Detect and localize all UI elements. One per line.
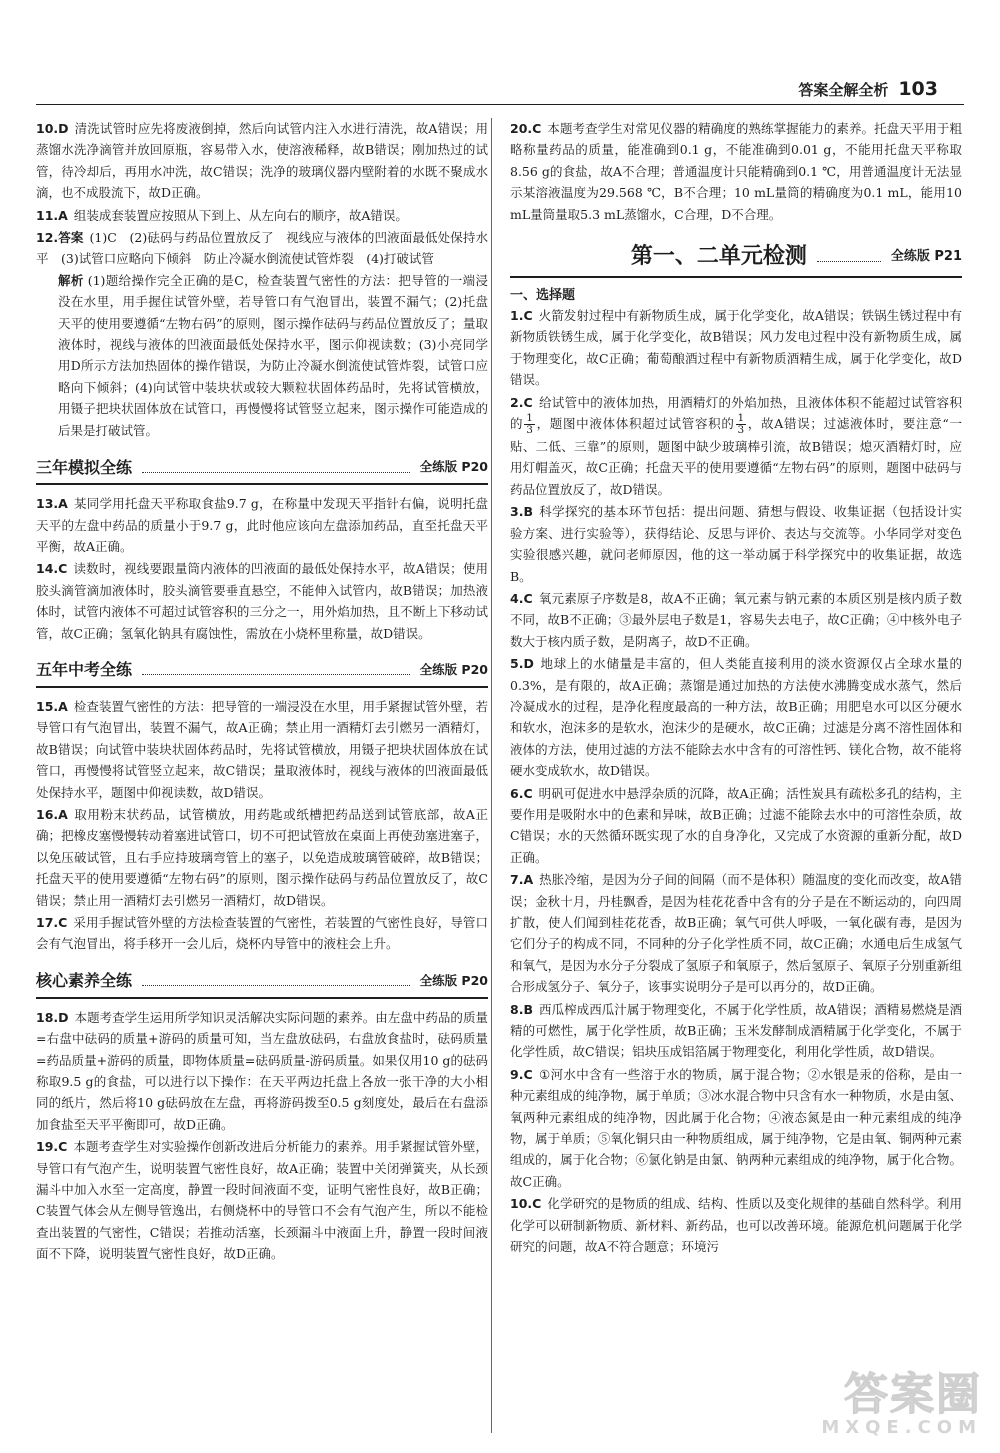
answer-text: 本题考查学生对实验操作创新改进后分析能力的素养。用手紧握试管外壁，导管口有气泡产生，说明装置气密性良好，故A正确；装置中关闭弹簧夹，从长颈漏斗中加入水至一定高度，静置一段时间液面不变，证明气密性良好，故B正确；C装置气体会从左侧导管逸出，右侧烧杯中的导管口不会有气泡产生，所以不能检查出装置的气密性，C错误；若推动活塞，长颈漏斗中液面上升，静置一段时间液面不下降，说明装置气密性良好，故D正确。 (36, 1139, 488, 1262)
watermark-url: MXQE.COM (821, 1416, 982, 1438)
answer-text: 给试管中的液体加热，用酒精灯的外焰加热，且液体体积不能超过试管容积的 (510, 394, 962, 432)
header-rule (36, 104, 964, 105)
answer-label: 7.A (510, 872, 534, 888)
answer-label: 9.C (510, 1066, 533, 1082)
answer-text: ①河水中含有一些溶于水的物质，属于混合物；②水银是汞的俗称，是由一种元素组成的纯净物，属于单质；③冰水混合物中只含有水一种物质，水是由氢、氧两种元素组成的纯净物，因此属于化合物；④液态氮是由一种元素组成的纯净物，属于单质；⑤氧化铜只由一种物质组成，属于纯净物，它是由氧、铜两种元素组成的，属于化合物；⑥氯化钠是由氯、钠两种元素组成的纯净物，属于化合物。故C正确。 (510, 1066, 962, 1189)
unit-test-header (510, 239, 962, 278)
answer-label: 16.A (36, 806, 68, 822)
answer-label: 12.答案 (36, 230, 84, 246)
dotted-leader (142, 662, 410, 675)
answer-label: 14.C (36, 561, 68, 577)
answer-entry-12 (36, 227, 488, 441)
answer-label: 19.C (36, 1139, 68, 1155)
header-title: 答案全解全析 (798, 81, 889, 99)
analysis-block (36, 270, 488, 441)
answer-entry (36, 696, 488, 803)
answer-entry (36, 493, 488, 557)
section-page-ref: 全练版 P20 (419, 459, 488, 475)
answer-text: 组装成套装置应按照从下到上、从左向右的顺序，故A错误。 (73, 207, 408, 223)
answer-label: 18.D (36, 1009, 69, 1025)
unit-page-ref: 全练版 P21 (890, 249, 962, 265)
answer-entry (510, 1193, 962, 1257)
answer-text: 地球上的水储量是丰富的，但人类能直接利用的淡水资源仅占全球水量的0.3%，是有限的，故A正确；蒸馏是通过加热的方法使水沸腾变成水蒸气，然后冷凝成水的过程，是净化程度最高的一种方法，故B正确；用肥皂水可以区分硬水和软水，泡沫多的是软水，泡沫少的是硬水，故C正确；过滤是分离不溶性固体和液体的方法，使用过滤的方法不能除去水中含有的可溶性钙、镁化合物，故不能将硬水变成软水，故D错误。 (510, 656, 962, 779)
answer-text: 检查装置气密性的方法：把导管的一端浸没在水里，用手紧握试管外壁，若导管口有气泡冒出，装置不漏气，故A正确；禁止用一酒精灯去引燃另一酒精灯，故B错误；向试管中装块状固体药品时，先将试管横放，用镊子把块状固体放在试管口，再慢慢将试管竖立起来，故C错误；量取液体时，视线与液体的凹液面最低处保持水平，题图中仰视读数，故D错误。 (36, 698, 488, 800)
answer-text: 清洗试管时应先将废液倒掉，然后向试管内注入水进行清洗，故A错误；用蒸馏水洗净滴管并放回原瓶，容易带入水，使溶液稀释，故B错误；刚加热过的试管，待冷却后，再用水冲洗，故C错误；洗净的玻璃仪器内壁附着的水既不聚成水滴，也不成股流下，故D正确。 (36, 121, 488, 201)
answer-label: 2.C (510, 394, 533, 410)
answer-entry (36, 804, 488, 911)
section-page-ref: 全练版 P20 (419, 661, 488, 677)
fraction-one-third (524, 413, 535, 436)
answer-text: 某同学用托盘天平称取食盐9.7 g，在称量中发现天平指针右偏，说明托盘天平的左盘中药品的质量小于9.7 g，此时他应该向左盘添加药品，直至托盘天平平衡，故A正确。 (36, 496, 488, 554)
analysis-label: 解析 (58, 272, 84, 288)
fraction-denominator: 3 (526, 424, 533, 437)
section-header-five-year (36, 656, 488, 688)
answer-text: 本题考查学生运用所学知识灵活解决实际问题的素养。由左盘中药品的质量=右盘中砝码的质量+游码的质量可知，当左盘放砝码，右盘放食盐时，砝码质量=药品质量+游码的质量，即物体质量=砝码质量-游码质量。如果仅用10 g的砝码称取9.5 g的食盐，可以进行以下操作：在天平两边托盘上各放一张干净的大小相同的纸片，然后将10 g砝码放在左盘，再将游码拨至0.5 g刻度处，最后在右盘添加食盐至天平平衡即可，故D正确。 (36, 1009, 488, 1132)
answer-text: 西瓜榨成西瓜汁属于物理变化，不属于化学性质，故A错误；酒精易燃烧是酒精的可燃性，属于化学性质，故B正确；玉米发酵制成酒精属于化学变化，不属于化学性质，故C错误；铝块压成铝箔属于物理变化，利用化学性质，故D错误。 (510, 1001, 962, 1060)
answer-text: ，故A错误；过滤液体时，要注意“一贴、二低、三靠”的原则，题图中缺少玻璃棒引流，故B错误；熄灭酒精灯时，应用灯帽盖灭，故C正确；托盘天平的使用要遵循“左物右码”的原则，题图中砝码与药品位置放反了，故D错误。 (510, 416, 962, 497)
answer-text: 读数时，视线要跟量筒内液体的凹液面的最低处保持水平，故A错误；使用胶头滴管滴加液体时，胶头滴管要垂直悬空，不能伸入试管内，故B错误；加热液体时，试管内液体不可超过试管容积的三分之一，用外焰加热，且不断上下移动试管，故C正确；氢氧化钠具有腐蚀性，需放在小烧杯里称量，故D错误。 (36, 561, 488, 641)
answer-entry (36, 118, 488, 204)
answer-text: 氧元素原子序数是8，故A不正确；氧元素与钠元素的本质区别是核内质子数不同，故B不正确；③最外层电子数是1，容易失去电子，故C正确；④中核外电子数大于核内质子数，是阴离子，故D不正确。 (510, 590, 962, 649)
fraction-one-third (736, 413, 747, 436)
answer-text: ，题图中液体体积超过试管容积的 (535, 416, 735, 432)
left-column (36, 118, 488, 1433)
answer-entry (36, 912, 488, 955)
answer-label: 6.C (510, 785, 533, 801)
answer-label: 4.C (510, 590, 533, 606)
answer-text: 火箭发射过程中有新物质生成，属于化学变化，故A错误；铁锅生锈过程中有新物质铁锈生成，属于化学变化，故B错误；风力发电过程中没有新物质生成，属于物理变化，故C正确；葡萄酿酒过程中有新物质酒精生成，属于化学变化，故D错误。 (510, 308, 962, 388)
answer-label: 10.D (36, 121, 69, 136)
section-title: 五年中考全练 (36, 660, 133, 680)
dotted-leader (142, 460, 410, 473)
fraction-denominator: 3 (737, 424, 745, 437)
answer-entry (510, 501, 962, 587)
section-page-ref: 全练版 P20 (419, 972, 488, 988)
section-header-core-literacy (36, 967, 488, 999)
answer-label: 8.B (510, 1001, 533, 1017)
answer-text: 明矾可促进水中悬浮杂质的沉降，故A正确；活性炭具有疏松多孔的结构，主要作用是吸附水中的色素和异味，故B正确；过滤不能除去水中的可溶性杂质，故C错误；水的天然循环既实现了水的自身净化，又完成了水资源的重新分配，故D正确。 (510, 785, 962, 865)
answer-label: 20.C (510, 121, 542, 136)
section-title: 三年模拟全练 (36, 457, 133, 477)
answer-entry (36, 1007, 488, 1135)
answer-label: 13.A (36, 496, 68, 512)
answer-entry (510, 118, 962, 225)
answer-text: 热胀冷缩，是因为分子间的间隔（而不是体积）随温度的变化而改变，故A错误；金秋十月，丹桂飘香，是因为桂花花香中含有的分子是在不断运动的，向四周扩散，使人们闻到桂花花香，故B正确；氧气可供人呼吸，一氧化碳有毒，是因为它们分子的构成不同，不同种的分子化学性质不同，故C正确；水通电后生成氢气和氧气，是因为水分子分裂成了氢原子和氧原子，然后氢原子、氧原子分别重新组合形成氢分子、氧分子，该事实说明分子是可以再分的，故D正确。 (510, 872, 962, 995)
answer-entry (510, 869, 962, 997)
answer-label: 15.A (36, 698, 68, 714)
choice-subheading: 一、选择题 (510, 288, 576, 304)
answer-entry (36, 558, 488, 644)
unit-title: 第一、二单元检测 (630, 244, 807, 270)
watermark-logo: 答案圈 (844, 1368, 982, 1420)
right-column (510, 118, 962, 1433)
section-title: 核心素养全练 (36, 971, 133, 991)
column-divider (491, 118, 492, 1433)
answer-label: 17.C (36, 915, 68, 930)
answer-entry-2 (510, 392, 962, 501)
answer-entry (36, 205, 488, 226)
answer-text: 科学探究的基本环节包括：提出问题、猜想与假设、收集证据（包括设计实验方案、进行实验等），获得结论、反思与评价、表达与交流等。小华同学对变色实验很感兴趣，就问老师原因，他的这一举动属于科学探究中的收集证据，故选B。 (510, 504, 962, 584)
answer-label: 10.C (510, 1196, 542, 1212)
answer-entry (510, 305, 962, 391)
answer-entry (36, 1136, 488, 1264)
fraction-numerator: 1 (526, 412, 533, 425)
dotted-leader (817, 247, 881, 262)
answer-label: 1.C (510, 308, 533, 324)
analysis-text: (1)题给操作完全正确的是C，检查装置气密性的方法：把导管的一端浸没在水里，用手握住试管外壁，若导管口有气泡冒出，装置不漏气；(2)托盘天平的使用要遵循“左物右码”的原则，图示操作砝码与药品位置放反了；量取液体时，视线与液体的凹液面最低处保持水平，图示仰视读数；(3)小亮同学用D所示方法加热固体的操作错误，为防止冷凝水倒流使试管炸裂，试管口应略向下倾斜；(4)向试管中装块状或较大颗粒状固体药品时，先将试管横放，用镊子把块状固体放在试管口，再慢慢将试管竖立起来，图示操作可能造成的后果是打破试管。 (58, 272, 488, 438)
answer-entry (510, 783, 962, 869)
answer-text: 本题考查学生对常见仪器的精确度的熟练掌握能力的素养。托盘天平用于粗略称量药品的质量，能准确到0.1 g，不能准确到0.01 g，不能用托盘天平称取8.56 g的食盐，故A不合理；普通温度计只能精确到0.1 ℃，用普通温度计无法显示某溶液温度为29.568 ℃，B不合理；10 mL量筒的精确度为0.1 mL，能用10 mL量筒量取5.3 mL蒸馏水，C合理，D不合理。 (510, 121, 962, 222)
site-watermark (732, 1368, 982, 1438)
answer-entry (510, 653, 962, 781)
answer-label: 3.B (510, 504, 533, 520)
answer-text: 采用手握试管外壁的方法检查装置的气密性，若装置的气密性良好，导管口会有气泡冒出，将手移开一会儿后，烧杯内导管中的液柱会上升。 (36, 915, 488, 952)
dotted-leader (142, 973, 410, 986)
answer-label: 5.D (510, 656, 534, 672)
answer-entry (510, 588, 962, 652)
answer-text: 化学研究的是物质的组成、结构、性质以及变化规律的基础自然科学。利用化学可以研制新物质、新材料、新药品，也可以改善环境。能源危机问题属于化学研究的问题，故A不符合题意；环境污 (510, 1196, 962, 1255)
answer-text: 取用粉末状药品，试管横放，用药匙或纸槽把药品送到试管底部，故A正确；把橡皮塞慢慢转动着塞进试管口，切不可把试管放在桌面上再使劲塞进塞子，以免压破试管，且右手应持玻璃弯管上的塞子，以免造成玻璃管破碎，故B错误；托盘天平的使用要遵循“左物右码”的原则，图示操作砝码与药品位置放反了，故C错误；禁止用一酒精灯去引燃另一酒精灯，故D错误。 (36, 806, 488, 908)
answer-entry (510, 1064, 962, 1192)
answer-text: (1)C (2)砝码与药品位置放反了 视线应与液体的凹液面最低处保持水平 (3)试管口应略向下倾斜 防止冷凝水倒流使试管炸裂 (4)打破试管 (36, 230, 488, 267)
page-number: 103 (898, 78, 938, 100)
answer-label: 11.A (36, 207, 68, 223)
fraction-numerator: 1 (737, 412, 745, 425)
section-header-three-year (36, 453, 488, 485)
answer-entry (510, 999, 962, 1063)
